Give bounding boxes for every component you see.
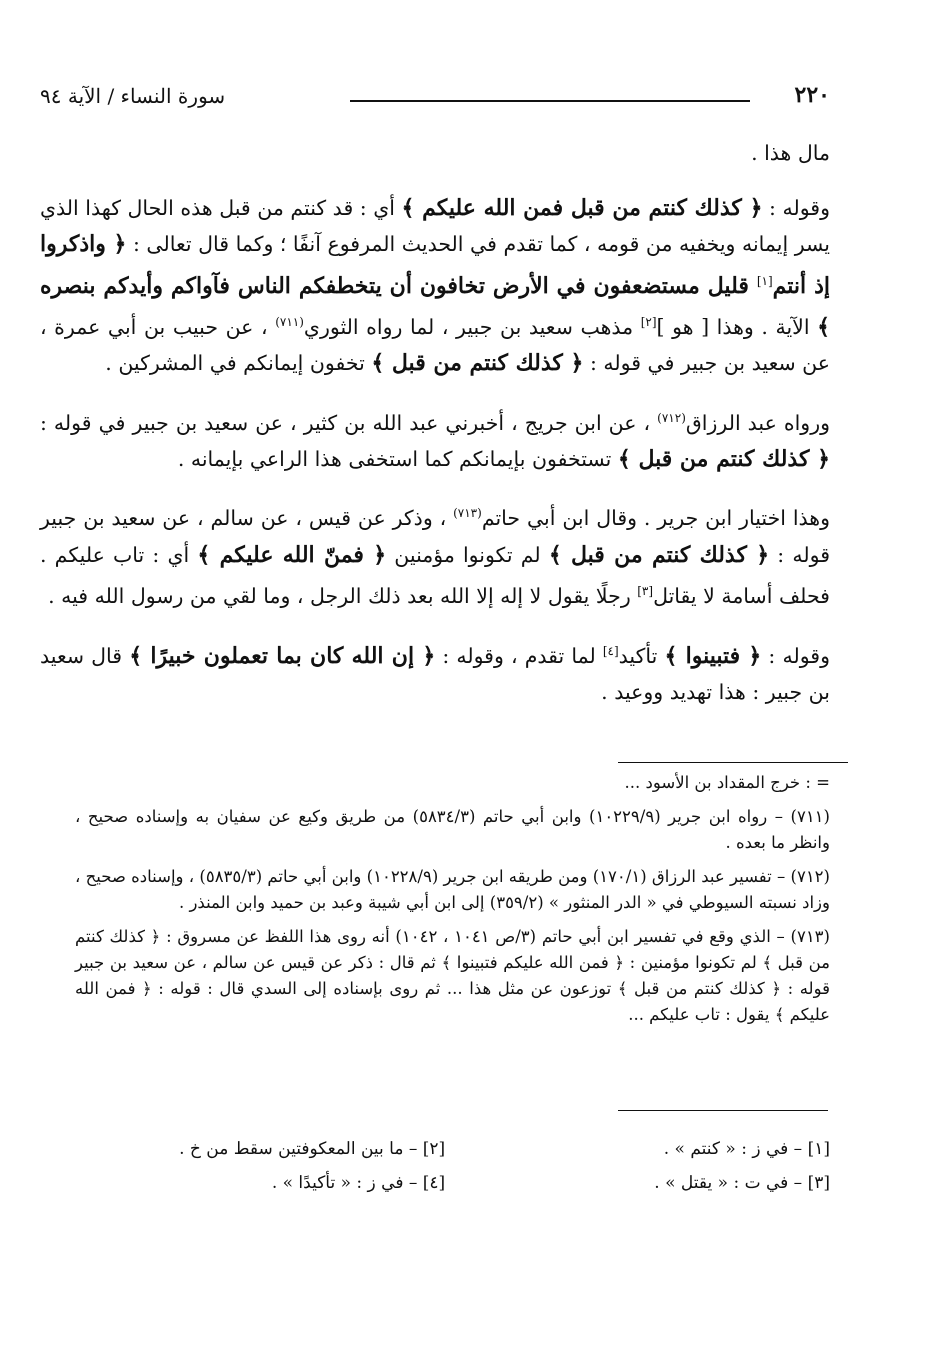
text-run: تستخفون بإيمانكم كما استخفى هذا الراعي بإيمانه . — [177, 446, 618, 471]
text-run: رجلًا يقول لا إله إلا الله بعد ذلك الرجل ، وما لقي من رسول الله فيه . — [48, 584, 638, 609]
text-run: وقوله : — [761, 643, 830, 668]
variant-note-2: [٢] – ما بين المعكوفتين سقط من خ . — [179, 1139, 446, 1159]
quran-quote: ﴿ فتبينوا ﴾ — [664, 642, 762, 669]
text-run: الآية . وهذا [ هو ] — [656, 314, 818, 339]
paragraph-2 — [40, 400, 830, 478]
text-run: ورواه عبد الرزاق — [685, 410, 830, 435]
quran-quote: ﴿ إن الله كان بما تعملون خبيرًا ﴾ — [129, 642, 436, 669]
text-run: أي : تاب عليكم . فحلف أسامة لا يقاتل — [40, 542, 830, 609]
footnote-713: (٧١٣) – الذي وقع في تفسير ابن أبي حاتم (٣/ص ١٠٤١ ، ١٠٤٢) أنه روى هذا اللفظ عن مسروق : ﴿ كذلك كنتم من قبل ﴾ لم تكونوا مؤمنين : ﴿ فمن الله عليكم فتبينوا ﴾ ثم قال : ذكر عن قيس عن سالم ، عن سعيد بن جبير قوله : ﴿ كذلك كنتم من قبل ﴾ توزعون عن مثل هذا ... ثم روى بإسناده إلى السدي قال : قوله : ﴿ فمن الله عليكم ﴾ يقول : تاب عليكم ... — [75, 927, 830, 1024]
text-run: ، وذكر عن قيس ، عن سالم ، عن سعيد بن جبير قوله : — [40, 506, 830, 567]
variant-marker: [٢] — [640, 314, 657, 329]
text-run: وقوله : — [762, 195, 830, 220]
quran-quote: قليل مستضعفون في الأرض تخافون أن يتخطفكم الناس فآواكم وأيدكم بنصره ﴾ — [40, 272, 831, 340]
text-run: ، عن ابن جريج ، أخبرني عبد الله بن كثير ، عن سعيد بن جبير في قوله : — [40, 410, 658, 435]
paragraph-3 — [40, 495, 830, 614]
text-run: لم تكونوا مؤمنين — [386, 542, 549, 567]
variant-row — [90, 1166, 830, 1200]
variant-note-1: [١] – في ز : « كنتم » . — [663, 1139, 830, 1159]
footnote-712: (٧١٢) – تفسير عبد الرزاق (١٧٠/١) ومن طريقه ابن جرير (١٠٢٢٨/٩) وابن أبي حاتم (٥٨٣٥/٣) ، وإسناده صحيح ، وزاد نسبته السيوطي في « الدر المنثور » (٣٥٩/٢) إلى ابن أبي شيبة وعبد بن حميد وابن المنذر . — [75, 867, 830, 912]
variants-separator — [618, 1110, 828, 1111]
quran-quote: ﴿ واذكروا إذ أنتم — [40, 231, 830, 299]
quran-quote: ﴿ فمنّ الله عليكم ﴾ — [197, 541, 387, 568]
text-run: تأكيد — [618, 643, 665, 668]
header-rule — [350, 100, 750, 102]
paragraph-1 — [40, 190, 830, 382]
paragraph-4 — [40, 633, 830, 711]
text-run: وهذا اختيار ابن جرير . وقال ابن أبي حاتم — [481, 506, 830, 531]
footnote-continuation: = : خرج المقداد بن الأسود ... — [624, 773, 830, 792]
variant-marker: [٣] — [637, 584, 654, 599]
quran-quote: ﴿ كذلك كنتم من قبل ﴾ — [371, 350, 584, 377]
text-run: أي : قد كنتم من قبل هذه الحال كهذا الذي يسر إيمانه ويخفيه من قومه ، كما تقدم في الحديث المرفوع آنفًا ؛ وكما قال تعالى : — [40, 195, 830, 256]
footnote-marker: (٧١١) — [275, 314, 304, 329]
quran-quote: ﴿ كذلك كنتم من قبل ﴾ — [548, 541, 770, 568]
variant-marker: [٤] — [602, 643, 619, 658]
footnote-separator — [618, 762, 848, 763]
running-title: سورة النساء / الآية ٩٤ — [40, 84, 226, 108]
intro-line: مال هذا . — [751, 141, 830, 165]
text-run: مذهب سعيد بن جبير ، لما رواه الثوري — [303, 314, 641, 339]
textual-variants — [90, 1132, 830, 1200]
main-text — [40, 135, 830, 710]
variant-note-4: [٤] – في ز : « تأكيدًا » . — [271, 1173, 446, 1193]
variant-note-3: [٣] – في ت : « يقتل » . — [654, 1173, 830, 1193]
footnotes — [75, 770, 830, 1028]
variant-row — [90, 1132, 830, 1166]
quran-quote: ﴿ كذلك كنتم من قبل فمن الله عليكم ﴾ — [401, 194, 763, 221]
footnote-711: (٧١١) – رواه ابن جرير (١٠٢٢٩/٩) وابن أبي حاتم (٥٨٣٤/٣) من طريق وكيع عن سفيان به وإسناده صحيح ، وانظر ما بعده . — [75, 807, 830, 852]
text-run: تخفون إيمانكم في المشركين . — [105, 351, 372, 376]
text-run: ، عن حبيب بن أبي عمرة ، عن سعيد بن جبير في قوله : — [40, 314, 830, 376]
variant-marker: [١] — [756, 273, 773, 288]
footnote-marker: (٧١٢) — [657, 410, 686, 425]
footnote-marker: (٧١٣) — [453, 506, 482, 521]
quran-quote: ﴿ كذلك كنتم من قبل ﴾ — [617, 445, 830, 472]
text-run: لما تقدم ، وقوله : — [435, 643, 603, 668]
page-header — [40, 80, 830, 120]
text-run: قال سعيد بن جبير : هذا تهديد ووعيد . — [40, 643, 830, 704]
page-number: ٢٢٠ — [794, 82, 830, 108]
